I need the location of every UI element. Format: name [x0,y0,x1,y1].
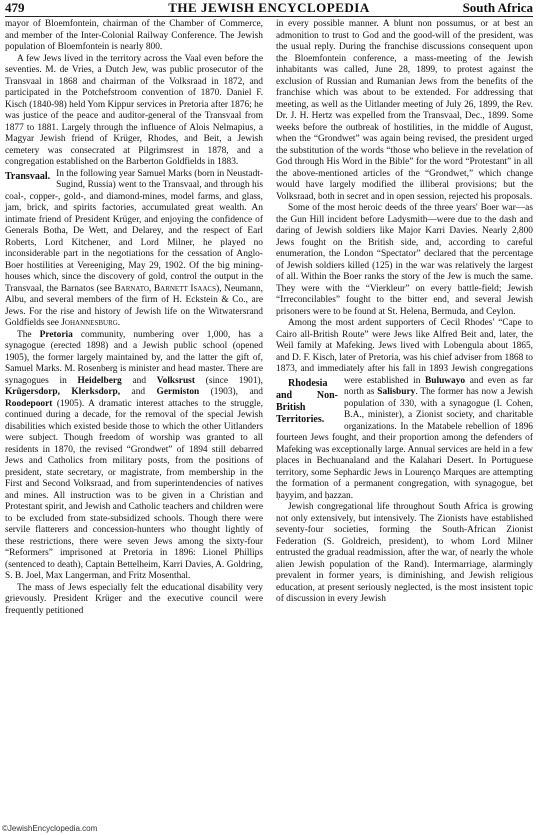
cross-reference-link[interactable]: Barnato, Barnett Isaacs [114,283,217,294]
section-title: South Africa [462,0,533,15]
place-name: Buluwayo [425,375,466,386]
sidenote-rhodesia: Rhodesia and Non-British Territories. [276,377,338,425]
place-name: Volksrust [156,375,195,386]
sidenote-transvaal: Transvaal. [5,170,51,182]
page-number: 479 [5,0,25,15]
paragraph: A few Jews lived in the territory across the Vaal even before the seventies. M. de Vries, a Dutch Jew, was public prosecutor of the Transvaal in 1868 and chairman of the Volksraad in 1872, and participated in the Potchefstroom convention of 1870. Daniel F. Kisch (1840-98) held Yom Kippur services in Pretoria after 1876; he was justice of the peace and auditor-general of the Transvaal from 1877 to 1881. Largely through the influence of Alois Nelmapius, a Magyar Jewish friend of Krüger, Rhodes, and Beit, a Jewish cemetery was consecrated at Pilgrimsrest in 1878, and a congregation established on the Barberton Goldfields in 1883. [5,53,263,167]
running-title: THE JEWISH ENCYCLOPEDIA [168,0,370,15]
paragraph: mayor of Bloemfontein, chairman of the Chamber of Commerce, and member of the Inter-Colonial Railway Conference. The Jewish population of Bloemfontein is nearly 800. [5,19,263,52]
place-name: Germiston [156,387,200,397]
paragraph: The Pretoria community, numbering over 1,000, has a synagogue (erected 1898) and a Jewish public school (opened 1905), the former largely maintained by, and the latter the gift of, Samuel Marks. M. Rosenberg is minister and head master. There are synagogues in Heidelberg and Volksrust (since 1901), Krügersdorp, Klerksdorp, and Germiston (1903), and Roodepoort (1905). A dramatic interest attaches to the struggle, continued during a decade, for the removal of the special Jewish disabilities which existed beside those to which the other Uitlanders were subject. Though freedom of worship was granted to all residents in 1870, the revised “Grondwet” of 1894 still debarred Jews and Catholics from military posts, from the positions of president, state secretary, or magistrate, from membership in the First and Second Volksraad, and from superintendencies of natives and mines. All instruction was to be given in a Christian and Protestant spirit, and Jewish and Catholic teachers and children were to be excluded from state-subsidized schools. Though there were servile flatterers and concession-hunters who thought lightly of these restrictions, there were seven Jews among the sixty-four “Reformers” imprisoned at Pretoria in 1896: Lionel Phillips (sentenced to death), Captain Bettelheim, Karri Davies, A. Goldring, S. B. Joel, Max Langerman, and Fritz Mosenthal. [5,329,263,581]
paragraph: Transvaal. In the following year Samuel Marks (born in Neustadt-Sugind, Russia) went to the Transvaal, and through his coal-, copper-, gold-, and diamond-mines, model farms, and glass, jam, brick, and spirits factories, accumulated great wealth. An intimate friend of President Krüger, and enjoying the confidence of Generals Botha, De Wett, and Delarey, and the respect of Earl Roberts, Lord Kitchener, and Lord Milner, he played no inconsiderable part in the negotiations for the cessation of Anglo-Boer hostilities at Vereeniging, May 29, 1902. Of the big mining-houses which, since the discovery of gold, control the output in the Transvaal, the Barnatos (see Barnato, Barnett Isaacs), Neumann, Albu, and several members of the firm of H. Eckstein & Co., are Jews. For the rise and history of Jewish life on the Witwatersrand Goldfields see Johannesburg. [5,168,263,328]
paragraph: Jewish congregational life throughout South Africa is growing not only extensively, but intensively. The Zionists have established seventy-four societies, forming the South-African Zionist Federation (S. Goldreich, president), to whom Lord Milner entrusted the gradual readmission, after the war, of nearly the whole alien Jewish population of the Rand). Intermarriage, alarmingly prevalent in former years, is diminishing, and Jewish religious education, at present seriously neglected, is the most insistent topic of discussion in every Jewish [276,502,533,604]
place-name: Roodepoort [5,398,53,409]
right-column [276,19,533,606]
left-column [5,19,263,617]
cross-reference-link[interactable]: Johannesburg [61,318,118,328]
footer-watermark[interactable]: ©JewishEncyclopedia.com [2,824,98,833]
page-header [5,0,533,17]
place-name: Krügersdorp, Klerksdorp, [5,387,121,397]
paragraph: The mass of Jews especially felt the educational disability very grievously. President Krüger and the executive council were frequently petitioned [5,582,263,616]
paragraph: Among the most ardent supporters of Cecil Rhodes' “Cape to Cairo all-British Route” were Jews like Alfred Beit and, later, the Weil family at Mafeking. Jews lived with Lobengula about 1865, and D. F. Kisch, later of Pretoria, was his chief adviser from 1868 to 1873, and immediately after his fall in 1893 Jewish congregations were established in Rhodesia and Non-British Territories. Buluwayo and even as far north as Salisbury. The former has now a Jewish population of 330, with a synagogue (I. Cohen, B.A., minister), a Zionist society, and charitable organizations. In the Matabele rebellion of 1896 fourteen Jews fought, and their proportion among the defenders of Mafeking was exceptionally large. Annual services are held in a few places in Bechuanaland and the Kalahari Desert. In Portuguese territory, some Sephardic Jews in Lourenço Marques are attempting the formation of a permanent congregation, with synagogue, bet ḥayyim, and ḥazzan. [276,318,534,501]
place-name: Salisbury [377,387,416,397]
place-name: Heidelberg [77,375,122,386]
paragraph: Some of the most heroic deeds of the three years' Boer war—as the Gun Hill incident before Ladysmith—were due to the dash and daring of Jewish soldiers like Major Karri Davies. Nearly 2,800 Jews fought on the British side, and, according to careful enumeration, the London “Spectator” declared that the percentage of Jewish soldiers killed (125) in the war was relatively the largest of all. Within the Boer ranks the story of the Jew is much the same. They were with the “Vierkleur” on every battle-field; Jewish “Irreconcilables” fought to the bitter end, and several Jewish prisoners were to be found at St. Helena, Bermuda, and Ceylon. [276,203,533,317]
paragraph: in every possible manner. A blunt non possumus, or at best an admonition to trust to God and the good-will of the president, was the usual reply. During the franchise discussions consequent upon the Bloemfontein conference, a mass-meeting of the Jewish inhabitants was called, June 28, 1899, to protest against the exclusion of Russian and Rumanian Jews from the benefits of the franchise which was about to be extended. For addressing that meeting, as well as the Uitlander meeting of July 26, 1899, the Rev. Dr. J. H. Hertz was expelled from the Transvaal, Dec., 1899. Some weeks before the outbreak of hostilities, in the middle of August, when the “Grondwet” was again being revised, the president urged the substitution of the words “those who believe in the revelation of God through His Word in the Bible” for the word “Protestant” in all the above-mentioned articles of the “Grondwet,” which change would have largely modified the illiberal provisions; but the Volksraad, both in secret and in open session, rejected his proposals. [276,19,533,202]
place-name: Pretoria [39,329,73,340]
